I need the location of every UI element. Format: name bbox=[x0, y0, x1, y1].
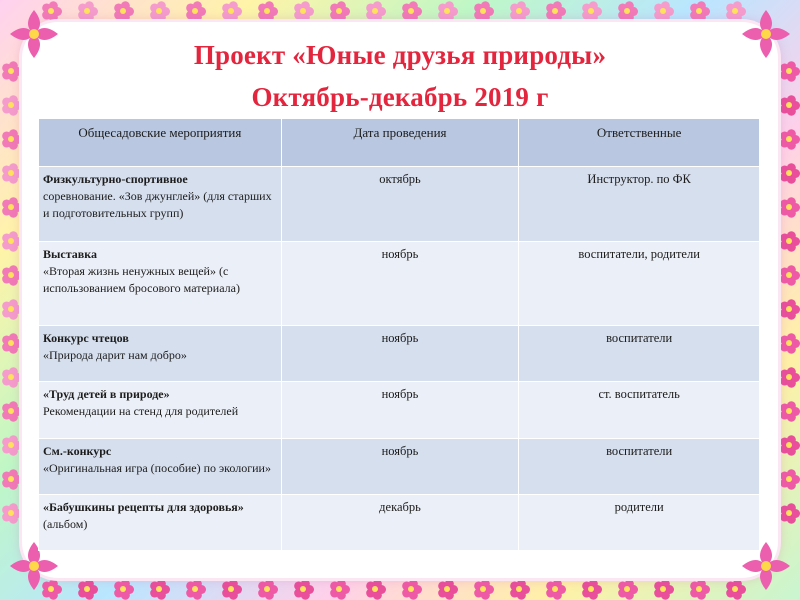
event-cell bbox=[39, 495, 282, 551]
flower-icon bbox=[256, 578, 278, 600]
date-cell: октябрь bbox=[281, 167, 519, 242]
table-row bbox=[39, 242, 760, 326]
flower-icon bbox=[778, 230, 800, 252]
flower-icon bbox=[400, 578, 422, 600]
flower-icon bbox=[184, 0, 206, 22]
flower-icon bbox=[544, 578, 566, 600]
event-lead: Конкурс чтецов bbox=[43, 331, 129, 345]
flower-icon bbox=[508, 578, 530, 600]
flower-icon bbox=[778, 366, 800, 388]
flower-icon bbox=[688, 578, 710, 600]
flower-icon bbox=[148, 578, 170, 600]
flower-icon bbox=[76, 0, 98, 22]
flower-icon bbox=[472, 0, 494, 22]
event-details: (альбом) bbox=[43, 517, 88, 531]
flower-icon bbox=[0, 230, 22, 252]
event-lead: Выставка bbox=[43, 247, 97, 261]
flower-icon bbox=[0, 366, 22, 388]
event-details: «Оригинальная игра (пособие) по экологии» bbox=[43, 461, 271, 475]
event-details: Рекомендации на стенд для родителей bbox=[43, 404, 239, 418]
table-row bbox=[39, 495, 760, 551]
flower-icon bbox=[616, 578, 638, 600]
flower-icon bbox=[364, 578, 386, 600]
flower-icon bbox=[112, 578, 134, 600]
date-cell: ноябрь bbox=[281, 326, 519, 382]
column-header-events: Общесадовские мероприятия bbox=[39, 119, 282, 167]
flower-icon bbox=[400, 0, 422, 22]
table-row bbox=[39, 439, 760, 495]
flower-icon bbox=[652, 578, 674, 600]
event-details: «Вторая жизнь ненужных вещей» (с использованием бросового материала) bbox=[43, 264, 240, 295]
event-lead: Физкультурно-спортивное bbox=[43, 172, 188, 186]
table-row bbox=[39, 326, 760, 382]
event-lead: «Бабушкины рецепты для здоровья» bbox=[43, 500, 244, 514]
flower-icon bbox=[472, 578, 494, 600]
flower-icon bbox=[778, 468, 800, 490]
date-cell: декабрь bbox=[281, 495, 519, 551]
flower-icon bbox=[328, 578, 350, 600]
flower-icon bbox=[184, 578, 206, 600]
flower-icon bbox=[0, 468, 22, 490]
date-cell: ноябрь bbox=[281, 242, 519, 326]
slide-title: Проект «Юные друзья природы» bbox=[193, 40, 607, 70]
flower-icon bbox=[652, 0, 674, 22]
flower-icon bbox=[580, 578, 602, 600]
column-header-date: Дата проведения bbox=[281, 119, 519, 167]
flower-icon bbox=[364, 0, 386, 22]
flower-icon bbox=[688, 0, 710, 22]
flower-icon bbox=[508, 0, 530, 22]
event-details: «Природа дарит нам добро» bbox=[43, 348, 187, 362]
flower-icon bbox=[778, 434, 800, 456]
flower-icon bbox=[778, 264, 800, 286]
flower-icon bbox=[328, 0, 350, 22]
flower-icon bbox=[112, 0, 134, 22]
flower-icon bbox=[0, 298, 22, 320]
responsible-cell: воспитатели bbox=[519, 326, 760, 382]
flower-icon bbox=[544, 0, 566, 22]
flower-icon bbox=[580, 0, 602, 22]
responsible-cell: воспитатели, родители bbox=[519, 242, 760, 326]
flower-icon bbox=[0, 264, 22, 286]
event-cell bbox=[39, 167, 282, 242]
date-cell: ноябрь bbox=[281, 382, 519, 439]
flower-icon bbox=[0, 400, 22, 422]
flower-icon bbox=[220, 578, 242, 600]
flower-icon bbox=[0, 128, 22, 150]
flower-icon bbox=[778, 162, 800, 184]
responsible-cell: Инструктор. по ФК bbox=[519, 167, 760, 242]
flower-icon bbox=[436, 578, 458, 600]
slide-subtitle: Октябрь-декабрь 2019 г bbox=[251, 82, 549, 112]
responsible-cell: родители bbox=[519, 495, 760, 551]
date-cell: ноябрь bbox=[281, 439, 519, 495]
event-cell bbox=[39, 326, 282, 382]
flower-icon bbox=[778, 400, 800, 422]
event-lead: «Труд детей в природе» bbox=[43, 387, 170, 401]
flower-icon bbox=[220, 0, 242, 22]
flower-icon bbox=[0, 196, 22, 218]
flower-icon bbox=[778, 502, 800, 524]
flower-icon bbox=[778, 196, 800, 218]
flower-icon bbox=[0, 162, 22, 184]
event-cell bbox=[39, 242, 282, 326]
flower-icon bbox=[436, 0, 458, 22]
flower-icon bbox=[616, 0, 638, 22]
flower-icon bbox=[76, 578, 98, 600]
table-header-row bbox=[39, 119, 760, 167]
event-details: соревнование. «Зов джунглей» (для старших и подготовительных групп) bbox=[43, 189, 272, 220]
column-header-responsible: Ответственные bbox=[519, 119, 760, 167]
responsible-cell: воспитатели bbox=[519, 439, 760, 495]
event-cell bbox=[39, 439, 282, 495]
flower-icon bbox=[292, 578, 314, 600]
flower-icon bbox=[778, 128, 800, 150]
flower-icon bbox=[148, 0, 170, 22]
table-row bbox=[39, 382, 760, 439]
flower-icon bbox=[0, 332, 22, 354]
flower-icon bbox=[778, 298, 800, 320]
flower-icon bbox=[0, 434, 22, 456]
event-cell bbox=[39, 382, 282, 439]
events-table bbox=[38, 118, 760, 551]
flower-icon bbox=[292, 0, 314, 22]
table-row bbox=[39, 167, 760, 242]
flower-icon bbox=[778, 332, 800, 354]
flower-icon bbox=[256, 0, 278, 22]
event-lead: См.-конкурс bbox=[43, 444, 112, 458]
responsible-cell: ст. воспитатель bbox=[519, 382, 760, 439]
flower-icon bbox=[0, 502, 22, 524]
